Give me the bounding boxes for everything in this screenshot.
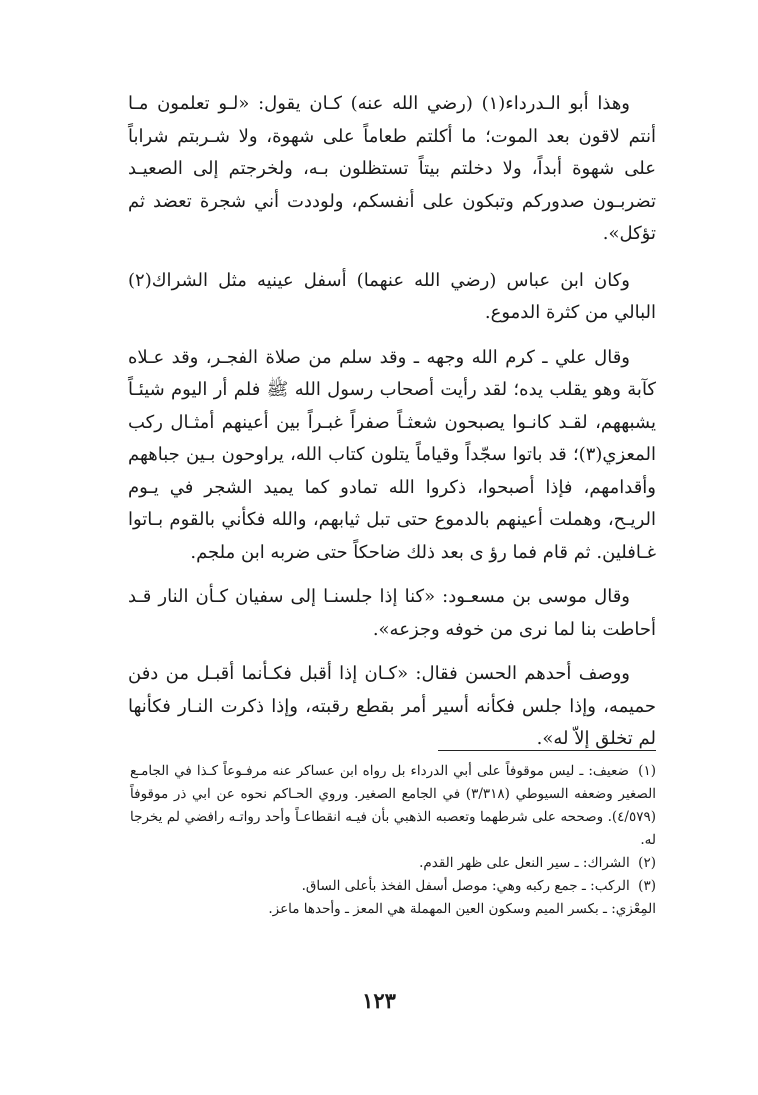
paragraph-abu-darda: وهذا أبو الـدرداء(١) (رضي الله عنه) كـان يقول: «لـو تعلمون مـا أنتم لاقون بعد الموت؛ ما أكلتم طعاماً على شهوة، ولا شـربتم شراباً على شهوة أبداً، ولا دخلتم بيتاً تستظلون بـه، ولخرجتم إلى الصعيـد تضربـون صدوركم وتبكون على أنفسكم، ولوددت أني شجرة تعضد ثم تؤكل».	[128, 93, 656, 244]
paragraph-hasan: ووصف أحدهم الحسن فقال: «كـان إذا أقبل فكـأنما أقبـل من دفن حميمه، وإذا جلس فكأنه أسير أمر بقطع رقبته، وإذا ذكرت النـار فكأنها لم تخلق إلاّ له».	[128, 663, 656, 749]
paragraph-ali: وقال علي ـ كرم الله وجهه ـ وقد سلم من صلاة الفجـر، وقد عـلاه كآبة وهو يقلب يده؛ لقد رأيت أصحاب رسول الله ﷺ فلم أر اليوم شيئـاً يشبههم، لقـد كانـوا يصبحون شعثـاً صفراً غبـراً بين أعينهم أمثـال ركب المعزي(٣)؛ قد باتوا سجّداً وقياماً يتلون كتاب الله، يراوحون بـين جباههم وأقدامهم، فإذا أصبحوا، ذكروا الله تمادو كما يميد الشجر في يـوم الريـح، وهملت أعينهم بالدموع حتى تبل ثيابهم، والله فكأني بالقوم بـاتوا غـافلين. ثم قام فما رؤ ى بعد ذلك ضاحكاً حتى ضربه ابن ملجم.	[128, 346, 656, 563]
footnote-text: ضعيف: ـ ليس موقوفاً على أبي الدرداء بل رواه ابن عساكر عنه مرفـوعاً كـذا في الجامـع الصغير وضعفه السيوطي (٣/٣١٨) في الجامع الصغير. وروي الحـاكم نحوه عن ابي ذر موقوفاً (٤/٥٧٩). وصححه على شرطهما وتعصبه الذهبي بأن فيـه انقطاعـاً وأحد رواتـه رافضي لم يخرجا له.	[130, 763, 656, 848]
footnote-3	[130, 875, 656, 898]
footnote-number: (٢)	[638, 855, 656, 871]
footnote-text: المِعْزي: ـ بكسر الميم وسكون العين المهملة هي المعز ـ وأحدها ماعز.	[268, 901, 656, 917]
footnote-text: الشراك: ـ سير النعل على ظهر القدم.	[419, 855, 630, 871]
footnote-number: (٣)	[638, 878, 656, 894]
page-number: ١٢٣	[362, 988, 396, 1013]
footnote-number: (١)	[638, 763, 656, 779]
footnote-separator	[438, 750, 656, 751]
footnote-text: الركب: ـ جمع ركبه وهي: موصل أسفل الفخذ بأعلى الساق.	[301, 878, 630, 894]
footnote-3-continued	[130, 898, 656, 921]
footnote-2	[130, 852, 656, 875]
paragraph-musa-ibn-masud: وقال موسى بن مسعـود: «كنا إذا جلسنـا إلى سفيان كـأن النار قـد أحاطت بنا لما نرى من خوفه وجزعه».	[128, 586, 656, 640]
paragraph-ibn-abbas: وكان ابن عباس (رضي الله عنهما) أسفل عينيه مثل الشراك(٢) البالي من كثرة الدموع.	[128, 269, 656, 323]
main-text	[128, 88, 656, 768]
footnotes	[130, 760, 656, 921]
footnote-1	[130, 760, 656, 852]
